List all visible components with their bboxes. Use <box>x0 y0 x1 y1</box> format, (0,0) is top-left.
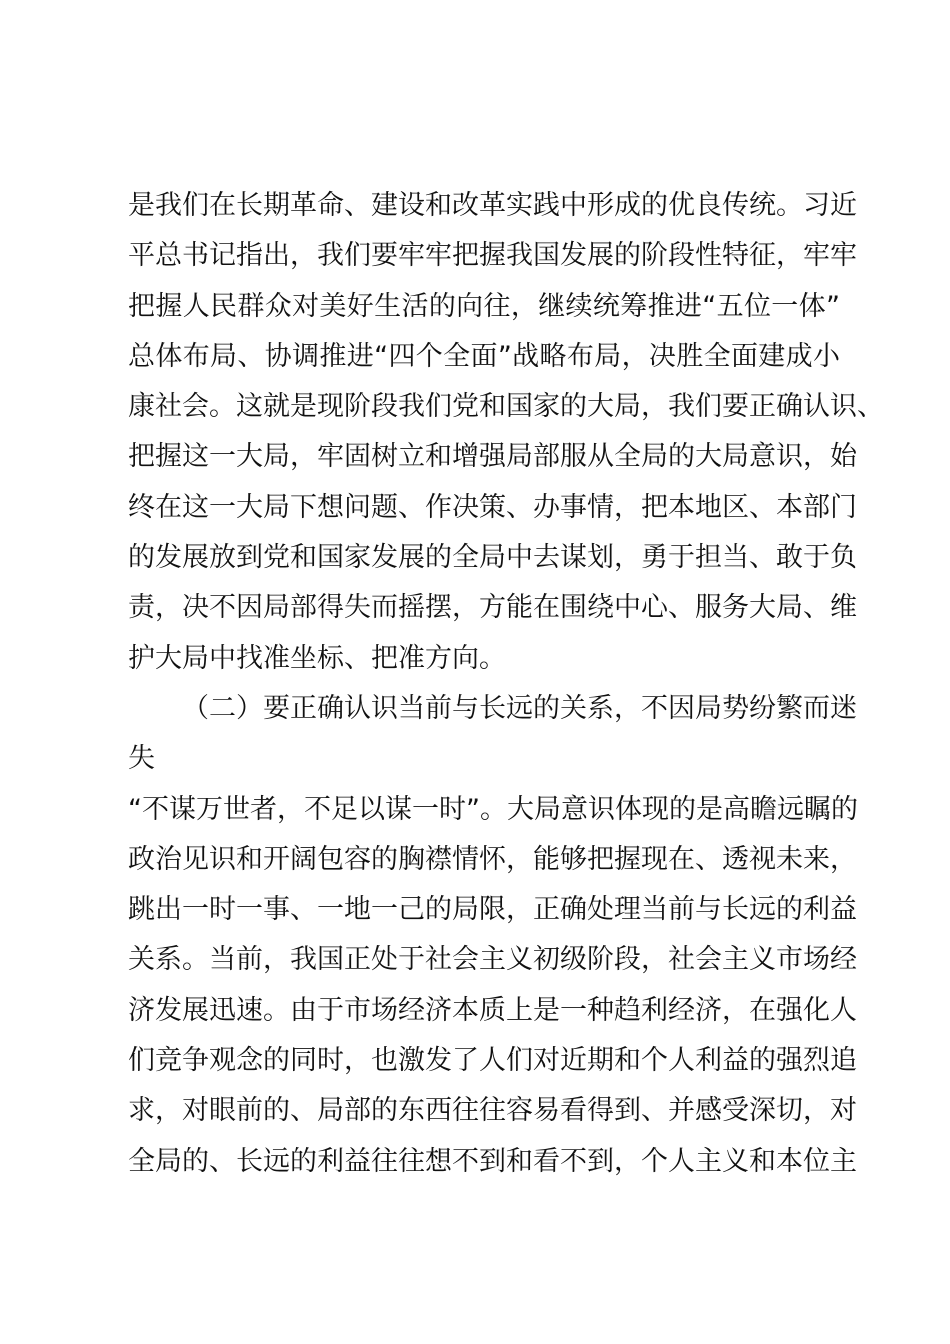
paragraph-1 <box>128 181 884 684</box>
paragraph-line: “不谋万世者，不足以谋一时”。大局意识体现的是高瞻远瞩的 <box>128 793 858 825</box>
paragraph-line: 政治见识和开阔包容的胸襟情怀，能够把握现在、透视未来， <box>128 843 857 875</box>
paragraph-line: 把握这一大局，牢固树立和增强局部服从全局的大局意识，始 <box>128 441 857 473</box>
paragraph-line: 康社会。这就是现阶段我们党和国家的大局，我们要正确认识、 <box>128 391 884 423</box>
paragraph-line: 是我们在长期革命、建设和改革实践中形成的优良传统。习近 <box>128 190 857 221</box>
paragraph-line: 全局的、长远的利益往往想不到和看不到，个人主义和本位主 <box>128 1145 857 1177</box>
paragraph-line: 总体布局、协调推进“四个全面”战略布局，决胜全面建成小 <box>128 340 840 372</box>
paragraph-line: 济发展迅速。由于市场经济本质上是一种趋利经济，在强化人 <box>128 994 857 1026</box>
paragraph-2 <box>128 785 858 1187</box>
paragraph-line: 护大局中找准坐标、把准方向。 <box>128 642 506 674</box>
section-heading-2 <box>128 684 857 785</box>
paragraph-line: 平总书记指出，我们要牢牢把握我国发展的阶段性特征，牢牢 <box>128 240 857 272</box>
heading-line: 失 <box>128 743 155 775</box>
paragraph-line: 关系。当前，我国正处于社会主义初级阶段，社会主义市场经 <box>128 944 857 976</box>
paragraph-line: 终在这一大局下想问题、作决策、办事情，把本地区、本部门 <box>128 491 857 523</box>
paragraph-line: 的发展放到党和国家发展的全局中去谋划，勇于担当、敢于负 <box>128 542 857 574</box>
paragraph-line: 把握人民群众对美好生活的向往，继续统筹推进“五位一体” <box>128 290 840 322</box>
paragraph-line: 们竞争观念的同时，也激发了人们对近期和个人利益的强烈追 <box>128 1045 857 1077</box>
paragraph-line: 责，决不因局部得失而摇摆，方能在围绕中心、服务大局、维 <box>128 592 857 624</box>
paragraph-line: 求，对眼前的、局部的东西往往容易看得到、并感受深切，对 <box>128 1095 857 1127</box>
paragraph-line: 跳出一时一事、一地一己的局限，正确处理当前与长远的利益 <box>128 894 857 926</box>
heading-line: （二）要正确认识当前与长远的关系，不因局势纷繁而迷 <box>182 692 857 724</box>
document-body <box>128 181 884 1187</box>
